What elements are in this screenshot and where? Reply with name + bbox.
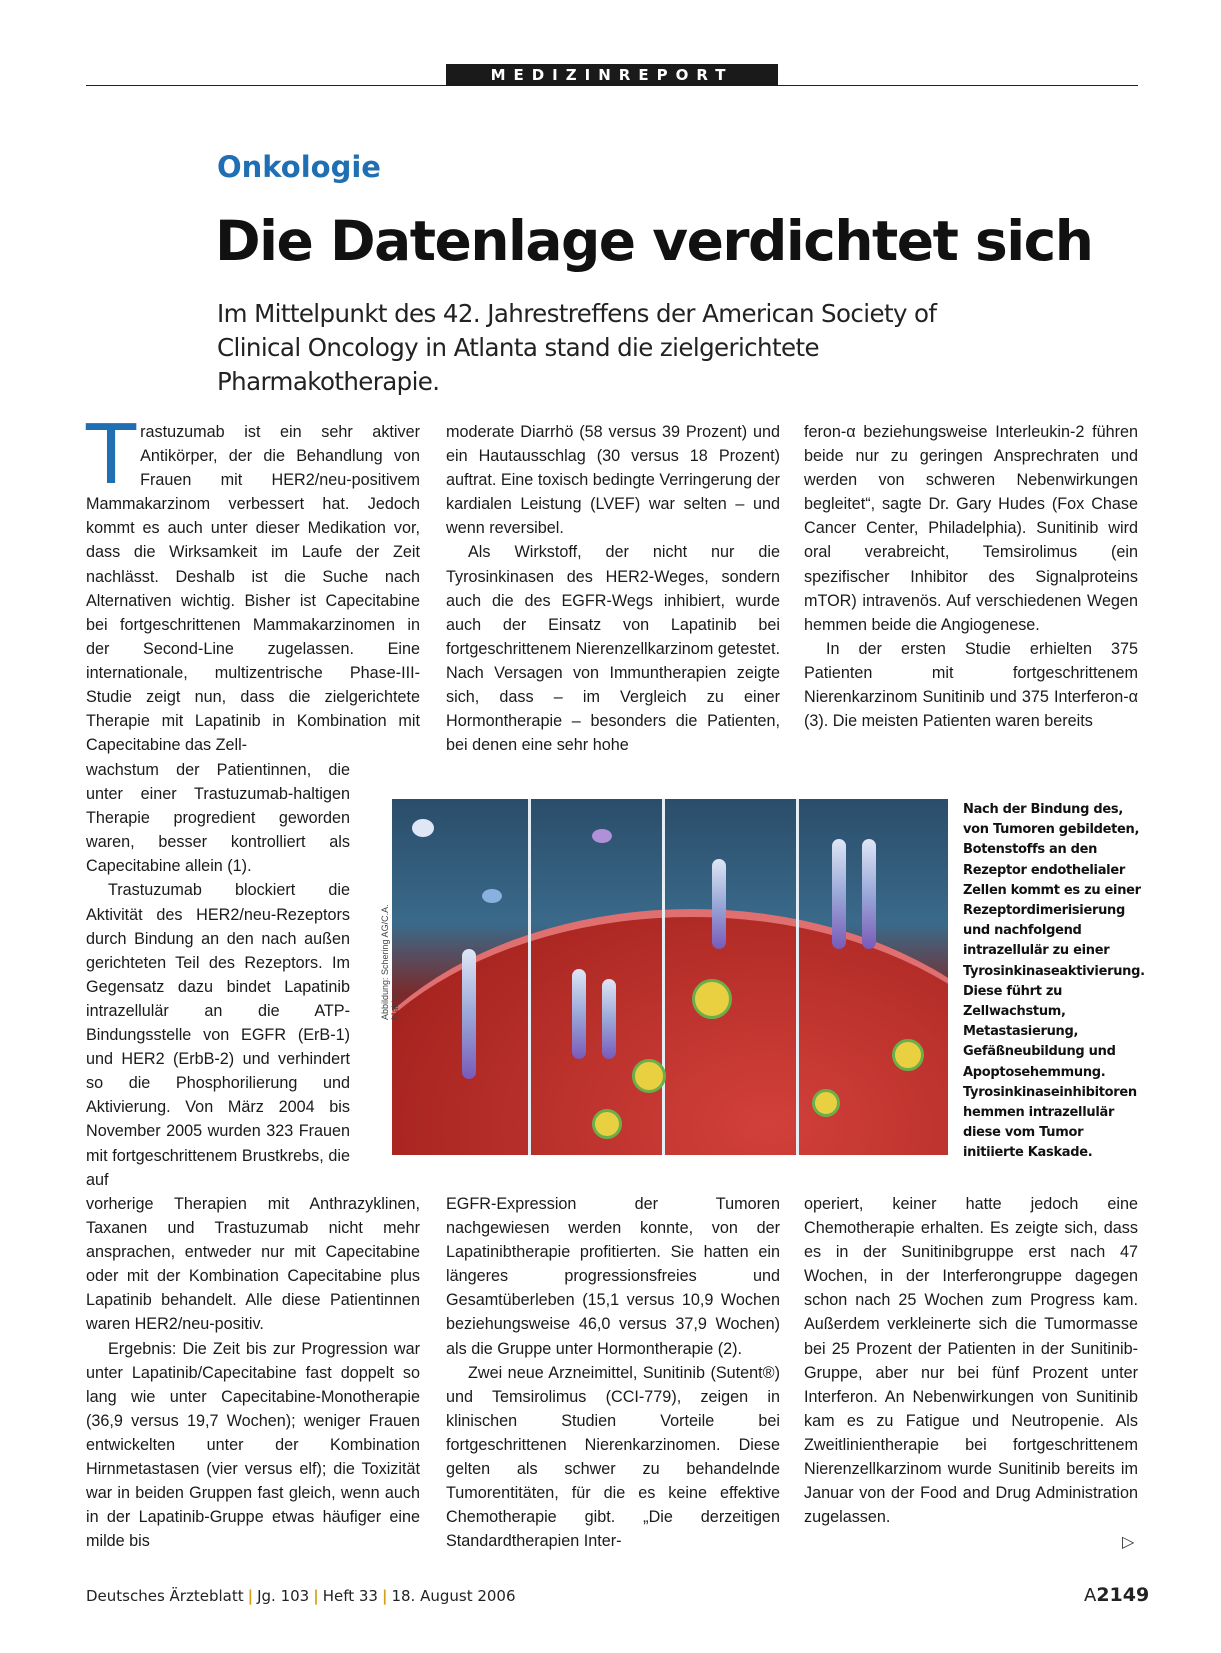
figure-credit: Abbildung: Schering AG/C.A. Mahler — [380, 904, 400, 1020]
journal-volume: Jg. 103 — [257, 1587, 310, 1605]
ligand-shape — [412, 819, 434, 837]
ligand-shape — [592, 829, 612, 843]
footer-separator: | — [247, 1587, 254, 1605]
receptor-shape — [712, 859, 726, 949]
page-prefix: A — [1084, 1585, 1097, 1606]
article-lead: Im Mittelpunkt des 42. Jahrestreffens der American Society of Clinical Oncology in Atlanta stand die zielgerichtete Pharmakotherapie. — [217, 299, 937, 396]
receptor-shape — [572, 969, 586, 1059]
col3-paragraph-2: In der ersten Studie erhielten 375 Patienten mit fortgeschrittenem Nierenkarzinom Sunitinib und 375 Interferon-α (3). Die meisten Patienten waren bereits — [804, 639, 1138, 731]
col1-paragraph-2-cont: vorherige Therapien mit Anthrazyklinen, Taxanen und Trastuzumab nicht mehr ansprachen, entweder nur mit Capecitabine oder mit der Kombination Capecitabine plus Lapatinib behandelt. Alle diese Patientinnen waren HER2/neu-positiv. — [86, 1195, 420, 1334]
col3-paragraph-2-cont: operiert, keiner hatte jedoch eine Chemotherapie erhalten. Es zeigte sich, dass es in der Sunitinibgruppe erst nach 47 Wochen, in der Interferongruppe dagegen schon nach 25 Wochen zum Progress kam. Außerdem verkleinerte sich die Tumormasse bei 25 Prozent der Patienten in der Sunitinib-Gruppe, aber nur bei fünf Prozent unter Interferon. An Nebenwirkungen von Sunitinib kam es zu Fatigue und Neutropenie. Als Zweitlinientherapie bei fortgeschrittenem Nierenzellkarzinom wurde Sunitinib bereits im Januar von der Food and Drug Administration zugelassen. — [804, 1195, 1138, 1527]
ligand-shape — [482, 889, 502, 903]
receptor-shape — [462, 949, 476, 1079]
drop-cap: T — [86, 408, 137, 503]
molecule-shape — [892, 1039, 924, 1071]
col1-paragraph-2: Trastuzumab blockiert die Aktivität des HER2/neu-Rezeptors durch Bindung an den nach außen gerichteten Teil des Rezeptors. Im Gegensatz dazu bindet Lapatinib intrazellulär an die ATP-Bindungsstelle von EGFR (ErB-1) und HER2 (ErbB-2) und verhindert so die Phosphorilierung und Aktivierung. Von März 2004 bis November 2005 wurden 323 Frauen mit fortgeschrittenem Brustkrebs, die auf — [86, 881, 350, 1189]
molecule-shape — [632, 1059, 666, 1093]
continue-arrow-icon: ▷ — [1122, 1534, 1135, 1551]
issue-date: 18. August 2006 — [391, 1587, 516, 1605]
column-1-middle — [86, 758, 350, 1192]
page-number-value: 2149 — [1096, 1584, 1150, 1606]
figure-panel-divider — [528, 799, 531, 1155]
article-kicker: Onkologie — [217, 150, 381, 184]
page-number — [1084, 1584, 1149, 1606]
col1-paragraph-3: Ergebnis: Die Zeit bis zur Progression war unter Lapatinib/Capecitabine fast doppelt so lang wie unter Capecitabine-Monotherapie (36,9 versus 19,7 Wochen); weniger Frauen entwickelten unter der Kombination Hirnmetastasen (vier versus elf); die Toxizität war in beiden Gruppen fast gleich, wenn auch in der Lapatinib-Gruppe etwas häufiger eine milde bis — [86, 1339, 420, 1551]
col3-paragraph-1: feron-α beziehungsweise Interleukin-2 führen beide nur zu geringen Ansprechraten und werden von schweren Nebenwirkungen begleitet“, sagte Dr. Gary Hudes (Fox Chase Cancer Center, Philadelphia). Sunitinib wird oral verabreicht, Temsirolimus (ein spezifischer Inhibitor des Signalproteins mTOR) intravenös. Auf verschiedenen Wegen hemmen beide die Angiogenese. — [804, 423, 1138, 634]
figure-caption: Nach der Bindung des, von Tumoren gebildeten, Botenstoffs an den Rezeptor endothelialer Zellen kommt es zu einer Rezeptordimerisierung und nachfolgend intrazellulär zu einer Tyrosinkinaseaktivierung. Diese führt zu Zellwachstum, Metastasierung, Gefäßneubildung und Apoptosehemmung. Tyrosinkinaseinhibitoren hemmen intrazellulär diese vom Tumor initiierte Kaskade. — [963, 802, 1145, 1161]
journal-name: Deutsches Ärzteblatt — [86, 1587, 244, 1605]
column-2-top — [446, 420, 780, 757]
footer-separator: | — [381, 1587, 388, 1605]
column-3-top — [804, 420, 1138, 733]
receptor-shape — [862, 839, 876, 949]
figure-panel-divider — [662, 799, 665, 1155]
column-2-bottom — [446, 1192, 780, 1553]
molecule-shape — [692, 979, 732, 1019]
article-headline: Die Datenlage verdichtet sich — [215, 209, 1093, 273]
journal-issue: Heft 33 — [322, 1587, 378, 1605]
receptor-shape — [832, 839, 846, 949]
page-footer — [86, 1587, 516, 1605]
figure-panel-divider — [796, 799, 799, 1155]
footer-separator: | — [313, 1587, 319, 1605]
column-1-top — [86, 408, 420, 757]
col2-paragraph-1: moderate Diarrhö (58 versus 39 Prozent) und ein Hautausschlag (30 versus 18 Prozent) auftrat. Eine toxisch bedingte Verringerung der kardialen Leistung (LVEF) war selten – und wenn reversibel. — [446, 423, 780, 538]
col2-paragraph-3: Zwei neue Arzneimittel, Sunitinib (Sutent®) und Temsirolimus (CCI-779), zeigen in klinischen Studien Vorteile bei fortgeschrittenen Nierenkarzinomen. Diese gelten als schwer zu behandelnde Tumorentitäten, für die es keine effektive Chemotherapie gibt. „Die derzeitigen Standardtherapien Inter- — [446, 1363, 780, 1551]
col1-paragraph-1-cont: wachstum der Patientinnen, die unter einer Trastuzumab-haltigen Therapie progredient geworden waren, besser kontrolliert als Capecitabine allein (1). — [86, 761, 350, 876]
column-3-bottom — [804, 1192, 1138, 1529]
receptor-shape — [602, 979, 616, 1059]
col1-paragraph-1: rastuzumab ist ein sehr aktiver Antikörper, der die Behandlung von Frauen mit HER2/neu-positivem Mammakarzinom verbessert hat. Jedoch kommt es auch unter dieser Medikation vor, dass die Wirksamkeit im Laufe der Zeit nachlässt. Deshalb ist die Suche nach Alternativen wichtig. Bisher ist Capecitabine bei fortgeschrittenen Mammakarzinomen in der Second-Line zugelassen. Eine internationale, multizentrische Phase-III-Studie zeigt nun, dass die zielgerichtete Therapie mit Lapatinib in Kombination mit Capecitabine das Zell- — [86, 423, 420, 755]
molecule-shape — [812, 1089, 840, 1117]
col2-paragraph-2-cont: EGFR-Expression der Tumoren nachgewiesen werden konnte, von der Lapatinibtherapie profitierten. Sie hatten ein längeres progressionsfreies und Gesamtüberleben (15,1 versus 10,9 Wochen beziehungsweise 46,0 versus 37,9 Wochen) als die Gruppe unter Hormontherapie (2). — [446, 1195, 780, 1358]
section-label: MEDIZINREPORT — [446, 64, 778, 86]
col2-paragraph-2: Als Wirkstoff, der nicht nur die Tyrosinkinasen des HER2-Weges, sondern auch die des EGFR-Wegs inhibiert, wurde auch der Einsatz von Lapatinib bei fortgeschrittenem Nierenzellkarzinom getestet. Nach Versagen von Immuntherapien zeigte sich, dass – im Vergleich zu einer Hormontherapie – besonders die Patienten, bei denen eine sehr hohe — [446, 543, 780, 755]
column-1-bottom — [86, 1192, 420, 1553]
receptor-illustration — [392, 799, 948, 1155]
molecule-shape — [592, 1109, 622, 1139]
